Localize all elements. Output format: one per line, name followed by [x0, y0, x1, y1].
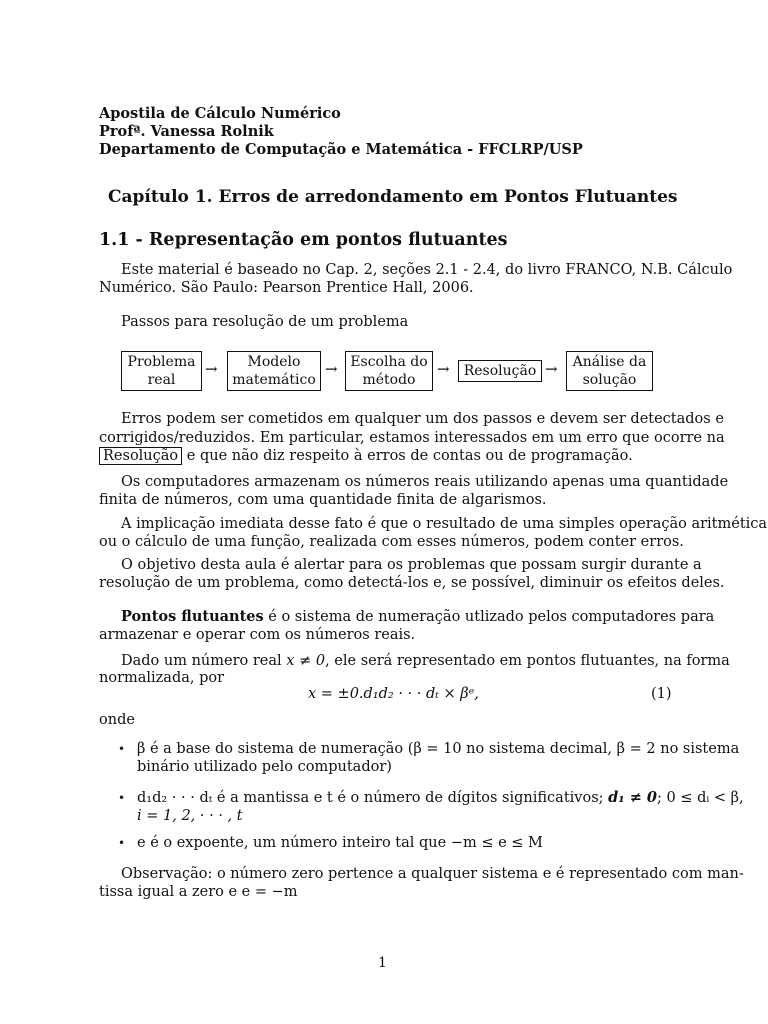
goal-line-2: resolução de um problema, como detectá-los e, se possível, diminuir os efeitos deles. [99, 575, 725, 591]
given-line-1-b: , ele será representado em pontos flutuantes, na forma [325, 653, 730, 669]
flow-box-model [227, 351, 321, 391]
header-course: Apostila de Cálculo Numérico [99, 105, 341, 122]
steps-intro: Passos para resolução de um problema [121, 314, 409, 330]
bullet-2-a: d₁d₂ · · · dₜ é a mantissa e t é o número de dígitos significativos; [137, 790, 609, 806]
flow-box-problem-line1: Problema [127, 354, 196, 370]
flow-arrow-3: → [437, 360, 450, 378]
flow-box-analysis-line2: solução [582, 372, 637, 388]
flow-box-problem [121, 351, 202, 391]
computers-line-2: finita de números, com uma quantidade finita de algarismos. [99, 492, 547, 508]
flow-arrow-2: → [325, 360, 338, 378]
floating-line-2: armazenar e operar com os números reais. [99, 627, 416, 643]
flow-box-method-line1: Escolha do [350, 354, 428, 370]
onde-label: onde [99, 712, 135, 728]
flow-box-problem-line2: real [147, 372, 176, 388]
flow-box-method [345, 351, 433, 391]
implication-line-2: ou o cálculo de uma função, realizada com esses números, podem conter erros. [99, 534, 684, 550]
bullet-3-marker: • [118, 836, 126, 850]
floating-line-1 [121, 607, 715, 627]
flow-arrow-4: → [545, 360, 558, 378]
errors-line-3 [99, 446, 669, 466]
errors-line-1: Erros podem ser cometidos em qualquer um dos passos e devem ser detectados e [121, 411, 724, 427]
flow-box-model-line2: matemático [232, 372, 316, 388]
flow-box-resolution [458, 360, 542, 382]
bullet-2-bold: d₁ ≠ 0 [608, 789, 657, 806]
flow-box-model-line1: Modelo [247, 354, 301, 370]
intro-line-2: Numérico. São Paulo: Pearson Prentice Hall, 2006. [99, 280, 474, 296]
given-line-1-a: Dado um número real [121, 653, 287, 669]
computers-line-1: Os computadores armazenam os números reais utilizando apenas uma quantidade [121, 474, 729, 490]
bullet-2-line-1 [137, 788, 744, 808]
observation-line-1: Observação: o número zero pertence a qualquer sistema e é representado com man- [121, 866, 744, 882]
equation-number: (1) [651, 686, 672, 702]
header-department: Departamento de Computação e Matemática - FFCLRP/USP [99, 141, 583, 158]
bullet-1-line-1: β é a base do sistema de numeração (β = 10 no sistema decimal, β = 2 no sistema [137, 741, 740, 757]
observation-line-2: tissa igual a zero e e = −m [99, 884, 298, 900]
bullet-1-line-2: binário utilizado pelo computador) [137, 759, 392, 775]
implication-line-1: A implicação imediata desse fato é que o resultado de uma simples operação aritmética [121, 516, 768, 532]
bullet-3-line: e é o expoente, um número inteiro tal que −m ≤ e ≤ M [137, 835, 543, 851]
bullet-2-b: ; 0 ≤ dᵢ < β, [656, 790, 744, 806]
goal-line-1: O objetivo desta aula é alertar para os problemas que possam surgir durante a [121, 557, 702, 573]
page-number: 1 [378, 955, 387, 971]
bullet-1-marker: • [118, 742, 126, 756]
boxed-resolution: Resolução [99, 447, 182, 465]
bullet-2-line-2: i = 1, 2, · · · , t [137, 808, 243, 824]
section-title: 1.1 - Representação em pontos flutuantes [99, 230, 508, 250]
intro-line-1: Este material é baseado no Cap. 2, seções 2.1 - 2.4, do livro FRANCO, N.B. Cálculo [121, 262, 733, 278]
errors-line-2: corrigidos/reduzidos. Em particular, estamos interessados em um erro que ocorre na [99, 430, 725, 446]
flow-box-analysis [566, 351, 653, 391]
errors-line-3-rest: e que não diz respeito à erros de contas ou de programação. [186, 448, 633, 464]
flow-box-resolution-label: Resolução [463, 363, 537, 379]
bullet-2-marker: • [118, 791, 126, 805]
floating-term: Pontos flutuantes [121, 608, 264, 625]
flow-box-analysis-line1: Análise da [572, 354, 647, 370]
floating-line-1-rest: é o sistema de numeração utlizado pelos computadores para [263, 609, 715, 625]
given-line-2: normalizada, por [99, 670, 225, 686]
flow-box-method-line2: método [362, 372, 416, 388]
equation-floating-point: x = ±0.d₁d₂ · · · dₜ × βᵉ, [308, 686, 479, 702]
given-math: x ≠ 0 [286, 653, 326, 669]
chapter-title: Capítulo 1. Erros de arredondamento em Pontos Flutuantes [108, 187, 678, 207]
header-professor: Profª. Vanessa Rolnik [99, 123, 274, 140]
flow-arrow-1: → [205, 360, 218, 378]
